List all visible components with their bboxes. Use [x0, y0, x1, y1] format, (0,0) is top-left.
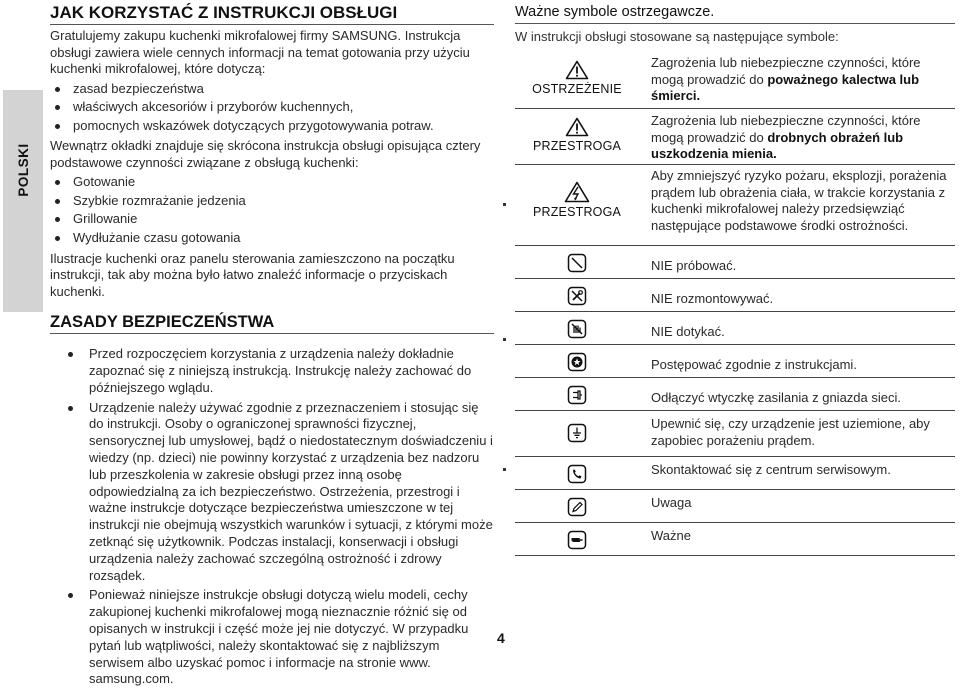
- intro-paragraph: Gratulujemy zakupu kuchenki mikrofalowej firmy SAMSUNG. Instrukcja obsługi zawiera wiele cennych informacji na temat gotowania przy użyciu kuchenki mikrofalowej, które dotyczą:: [50, 28, 470, 76]
- list-item: zasad bezpieczeństwa: [50, 80, 494, 99]
- caution-description: Zagrożenia lub niebezpieczne czynności, które mogą prowadzić do drobnych obrażeń lub uszkodzenia mienia.: [651, 113, 921, 161]
- warning-triangle-icon: [565, 60, 589, 80]
- symbol-row-do-not-disassemble: [515, 279, 955, 312]
- safety-list: [50, 346, 494, 688]
- grounding-icon: [567, 423, 587, 443]
- list-item: Przed rozpoczęciem korzystania z urządzenia należy dokładnie zapoznać się z niniejszą instrukcją. Instrukcję należy zachować do późniejszego wglądu.: [50, 346, 494, 396]
- electric-shock-triangle-icon: [564, 181, 590, 203]
- language-label: POLSKI: [15, 143, 31, 197]
- pointing-hand-icon: [567, 530, 587, 550]
- warning-symbol: [515, 60, 639, 96]
- symbol-row-warning: [515, 51, 955, 109]
- list-item: Urządzenie należy używać zgodnie z przeznaczeniem i stosując się do instrukcji. Osoby o ograniczonej sprawności fizycznej, sensorycznej lub umysłowej, bądź o niedostatecznym doświadczeniu i wiedzy (np. dzieci) nie powinny korzystać z urządzenia bez nadzoru lub przeszkolenia w zakresie obsługi przez inną osobę odpowiedzialną za ich bezpieczeństwo. Ostrzeżenia, przestrogi i ważne instrukcje dotyczące bezpieczeństwa umieszczone w tej instrukcji nie obejmują wszystkich warunków i sytuacji, z którymi może zetknąć się użytkownik. Podczas instalacji, konserwacji i obsługi urządzenia należy zachować szczególną ostrożność i zdrowy rozsądek.: [50, 400, 494, 585]
- caution-triangle-icon: [565, 117, 589, 137]
- do-not-disassemble-icon: [567, 286, 587, 306]
- caution2-description: Aby zmniejszyć ryzyko pożaru, eksplozji, porażenia prądem lub obrażenia ciała, w trakcie korzystania z kuchenki mikrofalowej należy przedsięwziąć następujące podstawowe środki ostrożności.: [651, 168, 947, 233]
- follow-directions-text: Postępować zgodnie z instrukcjami.: [651, 357, 857, 372]
- symbol-row-call-service: [515, 457, 955, 490]
- list-item: Gotowanie: [50, 173, 494, 192]
- list-item: właściwych akcesoriów i przyborów kuchennych,: [50, 98, 494, 117]
- symbol-row-follow-directions: [515, 345, 955, 378]
- symbols-intro: W instrukcji obsługi stosowane są następujące symbole:: [515, 29, 839, 44]
- symbol-row-caution: [515, 109, 955, 165]
- prohibited-icon: [567, 253, 587, 273]
- list-item: Wydłużanie czasu gotowania: [50, 229, 494, 248]
- intro-list: [50, 80, 494, 136]
- illustrations-paragraph: Ilustracje kuchenki oraz panelu sterowania zamieszczono na początku instrukcji, tak aby można było łatwo znaleźć informacje o przyciskach kuchenki.: [50, 250, 455, 299]
- do-not-disassemble-text: NIE rozmontowywać.: [651, 291, 774, 306]
- do-not-touch-text: NIE dotykać.: [651, 324, 725, 339]
- cover-list: [50, 173, 494, 247]
- do-not-attempt-text: NIE próbować.: [651, 258, 737, 273]
- grounding-text: Upewnić się, czy urządzenie jest uziemione, aby zapobiec porażeniu prądem.: [651, 416, 930, 448]
- symbol-row-important: [515, 523, 955, 556]
- symbol-row-do-not-attempt: [515, 246, 955, 279]
- symbols-title: Ważne symbole ostrzegawcze.: [515, 3, 955, 24]
- column-divider-dot: [503, 203, 506, 206]
- page-number: 4: [497, 630, 505, 646]
- symbol-row-note: [515, 490, 955, 523]
- cover-paragraph: Wewnątrz okładki znajduje się skrócona instrukcja obsługi opisująca cztery podstawowe czynności związane z obsługą kuchenki:: [50, 138, 481, 170]
- language-side-tab: [3, 90, 43, 312]
- list-item: Grillowanie: [50, 210, 494, 229]
- do-not-touch-icon: [567, 319, 587, 339]
- important-text: Ważne: [651, 528, 691, 543]
- unplug-text: Odłączyć wtyczkę zasilania z gniazda sieci.: [651, 390, 901, 405]
- symbol-row-unplug: [515, 378, 955, 411]
- list-item: Ponieważ niniejsze instrukcje obsługi dotyczą wielu modeli, cechy zakupionej kuchenki mikrofalowej mogą nieznacznie różnić się od opisanych w instrukcji i część może jej nie dotyczyć. W przypadku pytań lub wątpliwości, należy skontaktować się z najbliższym serwisem albo uzyskać pomoc i informacje na stronie www. samsung.com.: [50, 587, 494, 688]
- symbol-row-grounding: [515, 411, 955, 457]
- symbol-row-do-not-touch: [515, 312, 955, 345]
- call-service-text: Skontaktować się z centrum serwisowym.: [651, 462, 891, 477]
- caution-label: PRZESTROGA: [532, 139, 622, 153]
- list-item: pomocnych wskazówek dotyczących przygotowywania potraw.: [50, 117, 494, 136]
- column-divider-dot: [503, 468, 506, 471]
- warning-label: OSTRZEŻENIE: [532, 82, 622, 96]
- note-pencil-icon: [567, 497, 587, 517]
- phone-icon: [567, 464, 587, 484]
- note-text: Uwaga: [651, 495, 692, 510]
- caution-symbol: [515, 117, 639, 153]
- follow-directions-star-icon: [567, 352, 587, 372]
- left-column: [50, 3, 494, 691]
- unplug-icon: [567, 385, 587, 405]
- caution-electric-symbol: [515, 181, 639, 219]
- symbol-row-caution-electric: [515, 165, 955, 246]
- list-item: Szybkie rozmrażanie jedzenia: [50, 192, 494, 211]
- right-column: [515, 3, 955, 543]
- page-title: JAK KORZYSTAĆ Z INSTRUKCJI OBSŁUGI: [50, 3, 494, 25]
- column-divider-dot: [503, 338, 506, 341]
- safety-title: ZASADY BEZPIECZEŃSTWA: [50, 312, 494, 334]
- caution2-label: PRZESTROGA: [532, 205, 622, 219]
- warning-description: Zagrożenia lub niebezpieczne czynności, które mogą prowadzić do poważnego kalectwa lub śmierci.: [651, 55, 921, 103]
